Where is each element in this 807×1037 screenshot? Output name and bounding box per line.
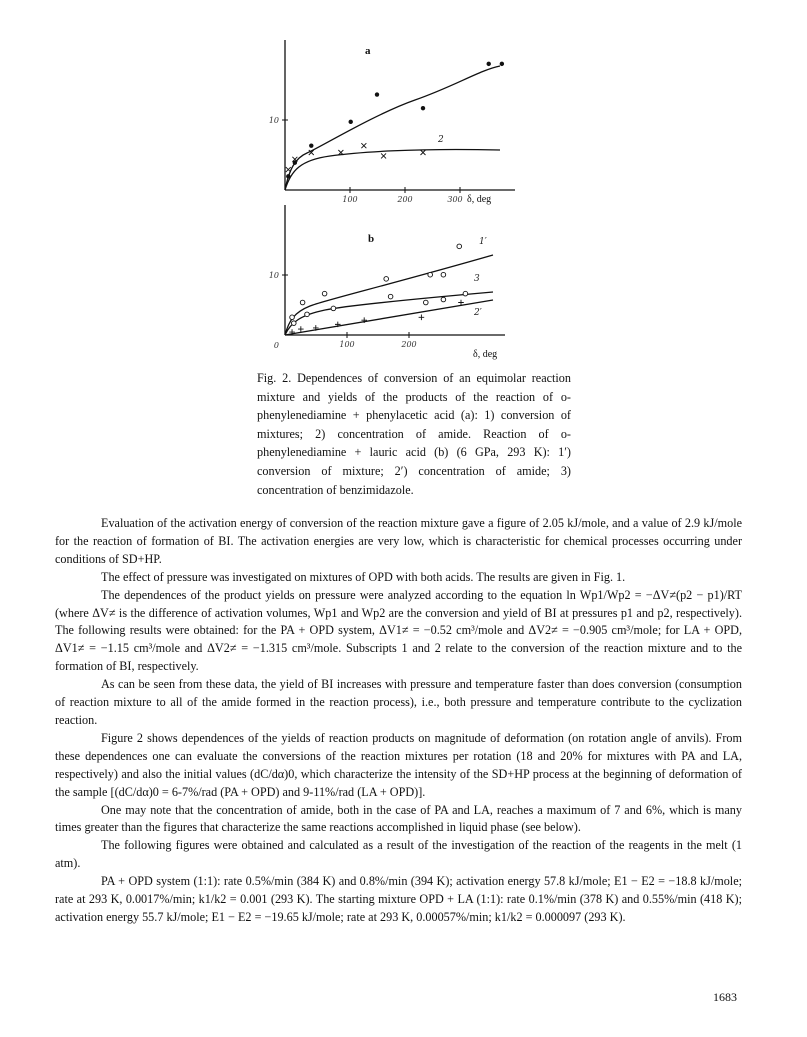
panel-a-curve-label: 2 (438, 135, 444, 145)
data-point-b-4 (428, 272, 433, 277)
panel-b-x-tick-label: 200 (401, 340, 417, 349)
data-point-b-6 (457, 244, 462, 249)
panel-b (269, 205, 505, 360)
paragraph: The following figures were obtained and calculated as a result of the investigation of the reaction of the reagents in the melt (1 atm). (55, 838, 742, 871)
panel-b-x-unit: δ, deg (473, 349, 498, 360)
data-point-b-0 (290, 315, 295, 320)
panel-b-curve-label: 2′ (474, 308, 482, 318)
panel-a-x-tick-label: 300 (447, 195, 463, 204)
paragraph: Figure 2 shows dependences of the yields of reaction products on magnitude of deformation (on rotation angle of anvils). From these dependences one can evaluate the conversions of the reaction mixtures per rotation (18 and 20% for mixtures with PA and LA, respectively) and also the initial values (dC/dα)0, which characterize the intensity of the SD+HP process at the beginning of deformation of the sample [(dC/dα)0 = 6-7%/rad (PA + OPD) and 9-11%/rad (LA + OPD)]. (55, 730, 742, 799)
data-point-b-3 (384, 277, 389, 282)
data-point-b-5 (441, 272, 446, 277)
panel-b-label: b (368, 233, 375, 245)
data-point-b-0 (292, 321, 297, 326)
data-point-b-3 (388, 294, 393, 299)
data-point-a-5 (381, 153, 386, 158)
data-point-b-6 (463, 291, 468, 296)
panel-b-curve-label: 1′ (479, 237, 487, 247)
figure-2 (255, 30, 555, 370)
page-number: 1683 (713, 990, 737, 1004)
paragraph: Evaluation of the activation energy of conversion of the reaction mixture gave a figure of 2.05 kJ/mole, and a value of 2.9 kJ/mole for the reaction of formation of BI. The activation energies are very low, which is characteristic for chemical processes occurring under conditions of SD+HP. (55, 516, 742, 566)
data-point-b-2 (331, 306, 336, 311)
paragraph: The effect of pressure was investigated on mixtures of OPD with both acids. The results are given in Fig. 1. (101, 569, 626, 584)
body-text (55, 515, 742, 927)
paragraph: As can be seen from these data, the yield of BI increases with pressure and temperature faster than does conversion (consumption of reaction mixture to all of the amide formed in the reaction process), i.e., both pressure and temperature contribute to the cyclization reaction. (55, 677, 742, 727)
data-point-a-6 (487, 62, 491, 66)
data-point-a-5 (421, 106, 425, 110)
data-point-a-6 (421, 150, 426, 155)
panel-b-marks (289, 244, 467, 335)
data-point-b-2 (322, 291, 327, 296)
panel-b-y-tick-label: 0 (273, 341, 279, 350)
panel-a-x-tick-label: 200 (397, 195, 413, 204)
data-point-b-4 (424, 300, 429, 305)
data-point-b-1 (298, 326, 304, 332)
data-point-b-5 (419, 314, 425, 320)
panel-a (269, 40, 515, 205)
figure-caption: Fig. 2. Dependences of conversion of an equimolar reaction mixture and yields of the products of the reaction of o-phenylenediamine + phenylacetic acid (a): 1) conversion of mixtures; 2) concentration of amide. Reaction of o-phenylenediamine + lauric acid (b) (6 GPa, 293 K): 1′) conversion of mixture; 2′) concentration of amide; 3) concentration of benzimidazole. (257, 371, 571, 497)
data-point-a-4 (361, 143, 366, 148)
panel-a-curve-2 (285, 149, 500, 190)
data-point-a-7 (500, 62, 504, 66)
paragraph: PA + OPD system (1:1): rate 0.5%/min (384 K) and 0.8%/min (394 K); activation energy 57.8 kJ/mole; E1 − E2 = −18.8 kJ/mole; rate at 293 K, 0.0017%/min; k1/k2 = 0.001 (293 K). The starting mixture OPD + LA (1:1): rate 0.1%/min (378 K) and 0.55%/min (418 K); activation energy 55.7 kJ/mole; E1 − E2 = −19.65 kJ/mole; rate at 293 K, 0.00057%/min; k1/k2 = 0.000097 (293 K). (55, 874, 742, 924)
panel-a-curve-1 (285, 66, 500, 190)
data-point-a-0 (286, 167, 291, 172)
panel-a-x-tick-label: 100 (342, 195, 358, 204)
panel-b-x-tick-label: 100 (339, 340, 355, 349)
paragraph: One may note that the concentration of amide, both in the case of PA and LA, reaches a maximum of 7 and 6%, which is many times greater than the figures that characterize the same reactions accomplished in liquid phase (see below). (55, 802, 742, 835)
data-point-a-2 (309, 143, 313, 147)
figure-2-chart (255, 30, 555, 370)
data-point-b-1 (300, 300, 305, 305)
panel-a-marks (286, 62, 504, 179)
data-point-a-3 (349, 120, 353, 124)
data-point-b-1 (305, 312, 310, 317)
panel-b-curve-label: 3 (474, 274, 480, 284)
panel-a-label: a (365, 45, 371, 57)
panel-a-x-unit: δ, deg (467, 194, 492, 205)
data-point-b-5 (441, 297, 446, 302)
data-point-a-4 (375, 92, 379, 96)
panel-b-y-tick-label: 10 (268, 271, 279, 280)
data-point-a-0 (286, 174, 290, 178)
paragraph: The dependences of the product yields on pressure were analyzed according to the equation ln Wp1/Wp2 = −ΔV≠(p2 − p1)/RT (where ΔV≠ is the difference of activation volumes, Wp1 and Wp2 are the conversion and yield of BI at pressures p1 and p2, respectively). The following results were obtained: for the PA + OPD system, ΔV1≠ = −0.52 cm³/mole and ΔV2≠ = −0.905 cm³/mole; for LA + OPD, ΔV1≠ = −1.15 cm³/mole and ΔV2≠ = −1.315 cm³/mole. Subscripts 1 and 2 relate to the conversion of the reaction mixture and to the formation of BI, respectively. (55, 587, 742, 674)
panel-a-y-tick-label: 10 (268, 116, 279, 125)
